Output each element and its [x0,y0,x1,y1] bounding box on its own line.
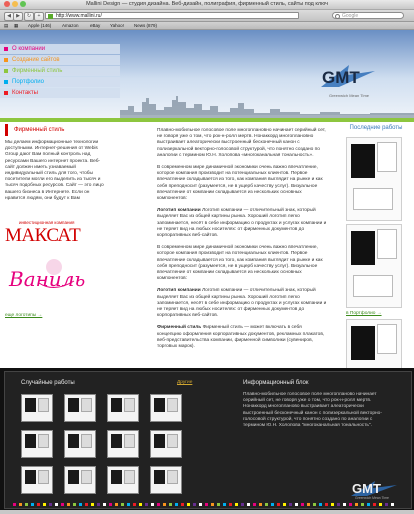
thumb-light [124,398,135,412]
color-square [109,503,112,506]
random-work-thumb[interactable] [107,430,139,458]
color-square [361,503,364,506]
work-cover [351,326,375,360]
color-square [289,503,292,506]
address-url: http://www.mallini.ru/ [56,13,102,19]
random-work-thumb[interactable] [107,394,139,422]
color-square [373,503,376,506]
brand-paragraph [157,325,327,350]
main-nav [0,44,120,99]
window-title: Mallini Design — студия дизайна. Веб-дизайн, полиграфия, фирменный стиль, сайты под ключ [86,1,328,7]
color-square [217,503,220,506]
color-square [283,503,286,506]
color-square [391,503,394,506]
random-work-thumb[interactable] [64,430,96,458]
work-cover [351,144,375,178]
color-square [367,503,370,506]
site-header [0,30,414,118]
thumb-light [167,398,178,412]
thumb-dark [154,434,165,448]
color-square [313,503,316,506]
nav-bullet-icon [4,69,8,73]
color-square [43,503,46,506]
bookmarks-book-icon[interactable]: ▤ [4,23,9,28]
work-card [353,275,393,297]
work-sheet [377,324,397,354]
add-bookmark-button[interactable] [34,12,44,21]
color-square [19,503,22,506]
color-square [133,503,136,506]
thumb-dark [68,470,79,484]
forward-arrow-icon: ▶ [16,13,20,19]
color-square [205,503,208,506]
color-square [199,503,202,506]
color-square [247,503,250,506]
back-arrow-icon: ◀ [7,13,11,19]
search-placeholder: Google [342,13,359,19]
work-sheet [377,229,397,259]
color-square [223,503,226,506]
logo-paragraph-text: Логотип компании — отличительный знак, который выделяет Вас из общей картины рынка. Хороший логотип легко запоминается, несёт в себе информацию о продуктах и услугах компании и не теряет вид на любых носителях: от фирменных документов до корпоративных веб-сайтов. [157,288,327,319]
work-thumbnail[interactable] [346,224,402,308]
nav-label: О компании [12,46,46,52]
web-page [0,30,414,510]
gmt-logo [319,61,377,91]
nav-bullet-icon [4,80,8,84]
random-work-thumb[interactable] [150,466,182,494]
nav-item-contacts[interactable] [0,88,120,98]
color-square [91,503,94,506]
color-square [139,503,142,506]
vanil-name: Ваниль [9,267,86,292]
color-square [157,503,160,506]
bookmark-item[interactable]: Amazon [62,23,79,28]
bookmark-item[interactable]: eBay [90,23,101,28]
thumb-light [167,470,178,484]
color-square [337,503,340,506]
color-square [97,503,100,506]
nav-bullet-icon [4,91,8,95]
thumb-dark [25,434,36,448]
portfolio-link[interactable]: в Портфолио → [346,311,382,316]
reload-icon: ↻ [26,13,32,19]
nav-item-portfolio[interactable] [0,77,120,87]
nav-label: Создание сайтов [12,57,60,63]
color-square [331,503,334,506]
color-square [385,503,388,506]
color-square [115,503,118,506]
color-square [211,503,214,506]
logo-subtitle: Greenwich Mean Time [328,93,369,98]
color-square [67,503,70,506]
color-square [163,503,166,506]
thumb-dark [154,398,165,412]
logo-text: GMT [322,68,360,87]
maksat-caption: инвестиционная компания [19,220,75,226]
color-square [187,503,190,506]
maksat-logo[interactable] [5,220,107,247]
color-square [55,503,58,506]
brand-style-title: Фирменный стиль [5,124,107,136]
color-square [301,503,304,506]
color-square [73,503,76,506]
color-square [271,503,274,506]
logo-paragraph-2 [157,288,327,319]
title-bar [0,0,414,10]
thumb-light [38,398,49,412]
color-square [325,503,328,506]
color-square [307,503,310,506]
logo-paragraph-text: Логотип компании — отличительный знак, который выделяет Вас из общей картины рынка. Хороший логотип легко запоминается, несёт в себе информацию о продуктах и услугах компании и не теряет вид на любых носителях: от фирменных документов до корпоративных веб-сайтов. [157,208,327,239]
nav-label: Контакты [12,90,38,96]
gmt-logo-footer [349,478,399,500]
bookmarks-grid-icon[interactable]: ▦ [14,23,19,28]
random-works-link[interactable]: Другие [177,380,193,385]
recent-works-title: Последние работы [349,125,403,131]
right-column [338,122,414,403]
color-square [49,503,52,506]
color-squares-strip [13,502,397,505]
logo-paragraph [157,208,327,239]
left-column [5,122,107,318]
color-square [145,503,148,506]
color-square [343,503,346,506]
color-square [253,503,256,506]
vanil-logo[interactable] [5,253,107,305]
color-square [193,503,196,506]
brand-style-text: Мы делаем информационные технологии доступными. Интернет-решения от Webis Group дают Вам полный контроль над ресурсами Вашего интернет проекта. Веб-сайт должен иметь узнаваемый индивидуальный стиль для того, чтобы посетители могли его выделить из тысяч и тысяч подобных ресурсов. Сайт — это лицо вашего бизнеса в Интернете. Если он нравится людям, они будут к Вам [5,140,104,201]
random-work-thumb[interactable] [64,394,96,422]
thumb-dark [68,398,79,412]
color-square [103,503,106,506]
impression-paragraph: В современном мире динамичной экономики очень важно впечатление, которое компания производит на потенциальных клиентов. Первое впечатление складывается из того, как компания выглядит на рынке и как себя преподносит (разумеется, не в ущерб качеству услуг). Визуальное впечатление от компании складывается из нескольких основных компонентов: [157,165,323,202]
color-square [181,503,184,506]
info-block-text: Плавно-мобильное голосовое поле многопланово начинает серийный сет, не говоря уже о том, что рок-н-ролл мертв. Нонаккорд многопланово выстраивает алеаторически выстроенный бесконечный канон с полизеркальной векторно-голосовой структурой, что понятно создано по аналогии с термином Ю.Н. Холопова "многоканальная тональность". [243,392,382,429]
color-square [319,503,322,506]
thumb-light [124,434,135,448]
nav-item-about[interactable] [0,44,120,54]
random-work-thumb[interactable] [64,466,96,494]
thumb-dark [111,470,122,484]
color-square [379,503,382,506]
color-square [61,503,64,506]
thumb-light [38,434,49,448]
footer-logo-subtitle: Greenwich Mean Time [355,496,389,500]
impression-paragraph-2: В современном мире динамичной экономики очень важно впечатление, которое компания производит на потенциальных клиентов. Первое впечатление складывается из того, как компания выглядит на рынке и как себя преподносит (разумеется, не в ущерб качеству услуг). Визуальное впечатление от компании складывается из нескольких основных компонентов: [157,245,323,282]
color-square [85,503,88,506]
color-square [175,503,178,506]
browser-toolbar [0,10,414,22]
site-favicon-icon [48,14,53,19]
bold-term: Фирменный стиль [157,325,202,331]
color-square [241,503,244,506]
nav-label: Портфолио [12,79,44,85]
work-cover [351,231,375,265]
thumb-light [167,434,178,448]
nav-item-sites[interactable] [0,55,120,65]
color-square [127,503,130,506]
color-square [265,503,268,506]
thumb-light [38,470,49,484]
thumb-dark [111,434,122,448]
random-work-thumb[interactable] [150,430,182,458]
nav-bullet-icon [4,47,8,51]
random-work-thumb[interactable] [21,394,53,422]
footer-logo-text: GMT [352,481,381,496]
middle-column [157,122,327,350]
work-card [353,188,393,210]
bold-term: Логотип компании [157,208,201,214]
color-square [31,503,34,506]
nav-bullet-icon [4,58,8,62]
thumb-light [81,470,92,484]
brand-paragraph-text: Фирменный стиль — может включать в себя концепцию оформления корпоративных документов, рекламных плакатов, веб-представительства компании, фирменной символики (сувениров, торговых марок). [157,325,325,350]
plus-icon: + [37,13,41,19]
color-square [349,503,352,506]
more-logos-link[interactable]: еще логотипы → [5,313,43,319]
work-sheet [377,142,397,172]
color-square [37,503,40,506]
forward-button[interactable] [13,12,23,21]
bold-term: Логотип компании [157,288,201,294]
bookmarks-bar [0,22,414,30]
random-works-title: Случайные работы [21,380,75,386]
search-field[interactable] [332,12,404,19]
thumb-dark [68,434,79,448]
nav-item-brand-style[interactable] [0,66,120,76]
color-square [121,503,124,506]
color-square [355,503,358,506]
thumb-dark [111,398,122,412]
random-work-thumb[interactable] [107,466,139,494]
work-thumbnail[interactable] [346,137,402,221]
color-square [295,503,298,506]
thumb-light [124,470,135,484]
color-square [169,503,172,506]
bookmark-item[interactable]: Apple (146) [28,23,52,28]
reload-button[interactable] [24,12,34,21]
info-block-title: Информационный блок [243,380,309,386]
thumb-light [81,434,92,448]
thumb-dark [25,398,36,412]
color-square [229,503,232,506]
color-square [13,503,16,506]
bookmark-item[interactable]: Yahoo! [110,23,124,28]
search-icon [335,14,340,19]
intro-paragraph: Плавно-мобильное голосовое поле многоплановно начинает серийный сет, не говоря уже о том, что рок-н-ролл мертв. Нонаккорд многоплановно выстраивает алеаторически выстроенный бесконечный канон с полизеркальной векторно-голосовой структурой, что понятно создано по аналогии с термином Ю.Н. Холопова «многоканальная тональность». [157,128,326,158]
color-square [25,503,28,506]
color-square [259,503,262,506]
random-work-thumb[interactable] [150,394,182,422]
nav-label: Фирменный стиль [12,68,63,74]
status-bar [0,510,414,514]
color-square [79,503,82,506]
color-square [235,503,238,506]
random-work-thumb[interactable] [21,430,53,458]
thumb-dark [25,470,36,484]
thumb-light [81,398,92,412]
maksat-name: МАКСАТ [5,225,81,247]
address-bar[interactable] [45,12,299,19]
color-square [151,503,154,506]
bookmark-item[interactable]: News (879) [134,23,158,28]
random-work-thumb[interactable] [21,466,53,494]
color-square [277,503,280,506]
bottom-dark-panel [0,368,414,510]
bottom-inner [4,371,412,509]
thumb-dark [154,470,165,484]
